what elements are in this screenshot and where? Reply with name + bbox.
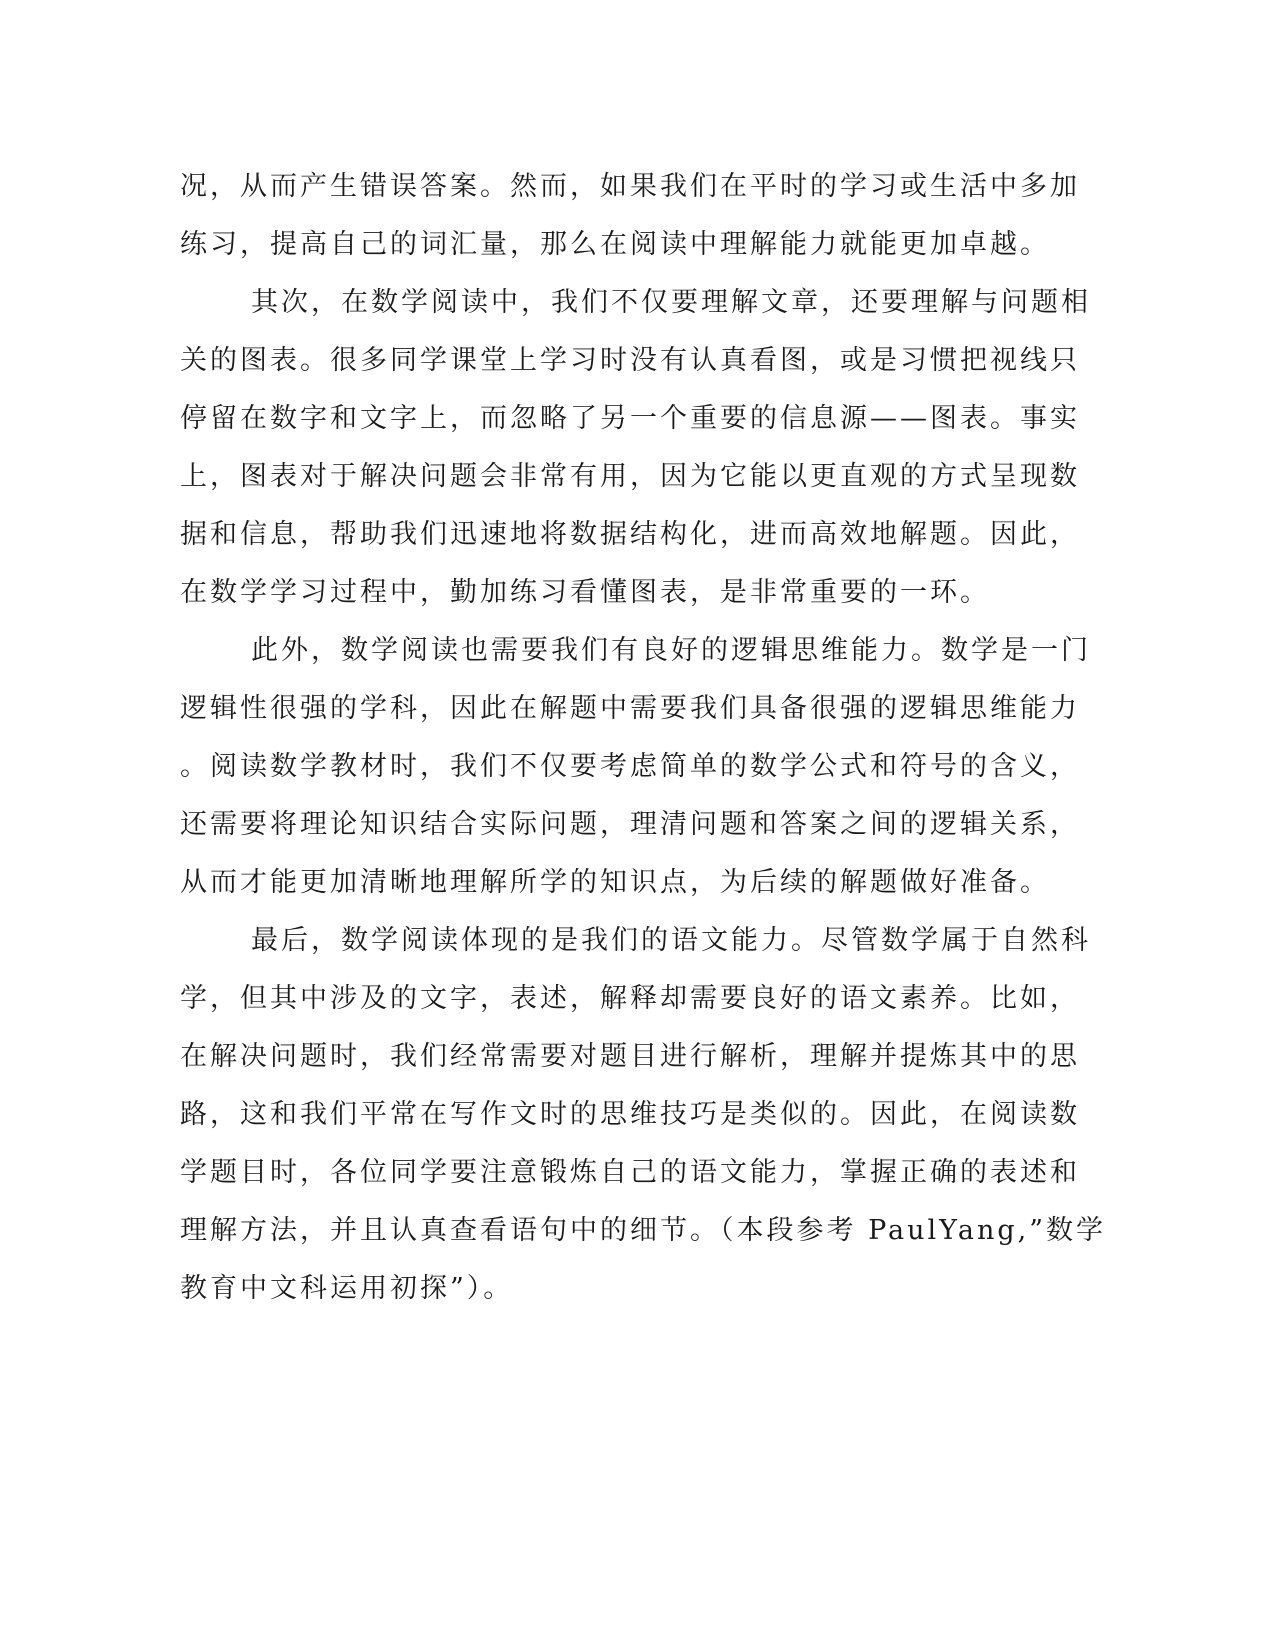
document-body <box>180 158 1107 1318</box>
text-line: 路，这和我们平常在写作文时的思维技巧是类似的。因此，在阅读数 <box>180 1099 1080 1130</box>
text-line: 况，从而产生错误答案。然而，如果我们在平时的学习或生活中多加 <box>180 171 1080 202</box>
text-line: 学，但其中涉及的文字，表述，解释却需要良好的语文素养。比如， <box>180 983 1080 1014</box>
text-line: 教育中文科运用初探”）。 <box>180 1273 514 1304</box>
text-line: 据和信息，帮助我们迅速地将数据结构化，进而高效地解题。因此， <box>180 519 1080 550</box>
paragraph-start-line: 其次，在数学阅读中，我们不仅要理解文章，还要理解与问题相 <box>251 287 1091 318</box>
paragraph-start-line: 此外，数学阅读也需要我们有良好的逻辑思维能力。数学是一门 <box>251 635 1091 666</box>
text-line: 逻辑性很强的学科，因此在解题中需要我们具备很强的逻辑思维能力 <box>180 693 1080 724</box>
text-line: 。阅读数学教材时，我们不仅要考虑简单的数学公式和符号的含义， <box>180 751 1080 782</box>
text-line: 在数学学习过程中，勤加练习看懂图表，是非常重要的一环。 <box>180 577 990 608</box>
text-line: 在解决问题时，我们经常需要对题目进行解析，理解并提炼其中的思 <box>180 1041 1080 1072</box>
text-line: 还需要将理论知识结合实际问题，理清问题和答案之间的逻辑关系， <box>180 809 1080 840</box>
text-line: 上，图表对于解决问题会非常有用，因为它能以更直观的方式呈现数 <box>180 461 1080 492</box>
paragraph-start-line: 最后，数学阅读体现的是我们的语文能力。尽管数学属于自然科 <box>251 925 1091 956</box>
text-line: 从而才能更加清晰地理解所学的知识点，为后续的解题做好准备。 <box>180 867 1050 898</box>
text-line: 关的图表。很多同学课堂上学习时没有认真看图，或是习惯把视线只 <box>180 345 1080 376</box>
text-line: 练习，提高自己的词汇量，那么在阅读中理解能力就能更加卓越。 <box>180 229 1050 260</box>
text-line: 停留在数字和文字上，而忽略了另一个重要的信息源——图表。事实 <box>180 403 1080 434</box>
text-line: 理解方法，并且认真查看语句中的细节。（本段参考 PaulYang,”数学 <box>180 1215 1107 1246</box>
text-line: 学题目时，各位同学要注意锻炼自己的语文能力，掌握正确的表述和 <box>180 1157 1080 1188</box>
